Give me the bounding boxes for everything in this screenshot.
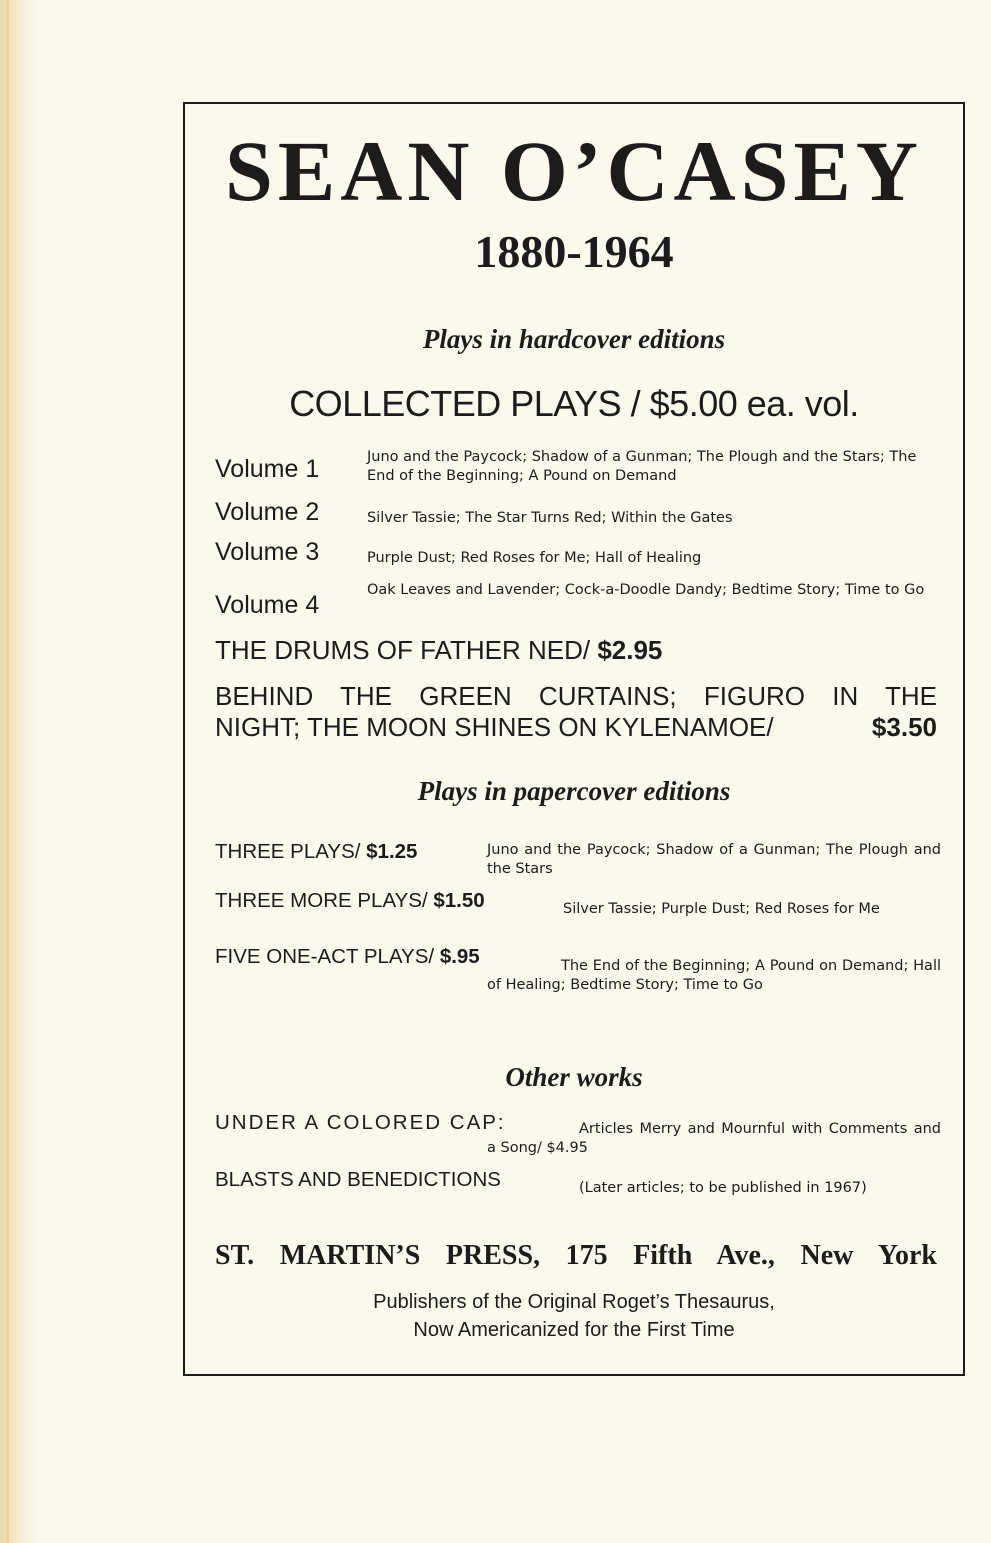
drums-price: $2.95 — [597, 635, 663, 665]
drums-title: THE DRUMS OF FATHER NED/ — [215, 635, 591, 665]
papercover-heading: Plays in papercover editions — [417, 776, 731, 806]
item-title: FIVE ONE-ACT PLAYS/ — [215, 945, 435, 968]
collected-plays-title: COLLECTED PLAYS / $5.00 ea. vol. — [289, 383, 859, 424]
three-more-plays — [215, 891, 485, 912]
page-edge — [0, 0, 40, 1543]
advertisement-frame — [183, 102, 965, 1376]
life-dates: 1880-1964 — [474, 226, 674, 277]
volume-contents: Purple Dust; Red Roses for Me; Hall of Healing — [367, 550, 702, 566]
five-one-act-plays — [215, 947, 480, 968]
volume-contents: Silver Tassie; The Star Turns Red; Within the Gates — [367, 510, 733, 526]
volume-label: Volume 2 — [215, 498, 320, 526]
publisher-tagline-1: Publishers of the Original Roget’s Thesaurus, — [373, 1291, 775, 1313]
publisher-name: ST. MARTIN’S PRESS, 175 Fifth Ave., New York — [215, 1240, 937, 1271]
item-contents: (Later articles; to be published in 1967) — [579, 1180, 867, 1196]
behind-line-2-text: NIGHT; THE MOON SHINES ON KYLENAMOE/ — [215, 712, 774, 742]
behind-line-2 — [215, 712, 937, 743]
item-contents: Articles Merry and Mournful with Comments and a Song/ $4.95 — [487, 1121, 941, 1156]
item-contents: Silver Tassie; Purple Dust; Red Roses for Me — [563, 901, 880, 917]
item-price: $1.25 — [366, 840, 418, 863]
volume-label: Volume 3 — [215, 538, 320, 566]
item-price: $.95 — [439, 945, 480, 968]
author-name: SEAN O’CASEY — [225, 123, 923, 219]
three-plays — [215, 842, 417, 863]
publisher-tagline-2: Now Americanized for the First Time — [413, 1319, 735, 1341]
item-title: THREE MORE PLAYS/ — [215, 889, 428, 912]
item-contents: The End of the Beginning; A Pound on Demand; Hall of Healing; Bedtime Story; Time to Go — [487, 958, 941, 993]
volume-contents: Oak Leaves and Lavender; Cock-a-Doodle Dandy; Bedtime Story; Time to Go — [367, 582, 925, 598]
hardcover-heading: Plays in hardcover editions — [422, 324, 726, 354]
under-a-colored-cap: UNDER A COLORED CAP: — [215, 1111, 506, 1134]
volume-label: Volume 4 — [215, 591, 320, 619]
behind-price: $3.50 — [871, 712, 937, 742]
behind-the-green-curtains — [215, 681, 937, 743]
item-title: THREE PLAYS/ — [215, 840, 361, 863]
blasts-and-benedictions: BLASTS AND BENEDICTIONS — [215, 1168, 501, 1191]
item-price: $1.50 — [433, 889, 485, 912]
volume-contents: Juno and the Paycock; Shadow of a Gunman; The Plough and the Stars; The End of the Beginning; A Pound on Demand — [367, 449, 917, 484]
behind-line-1: BEHIND THE GREEN CURTAINS; FIGURO IN THE — [215, 681, 937, 711]
volume-label: Volume 1 — [215, 455, 320, 483]
other-works-heading: Other works — [505, 1062, 643, 1092]
item-contents: Juno and the Paycock; Shadow of a Gunman; The Plough and the Stars — [487, 842, 941, 877]
drums-of-father-ned — [215, 635, 662, 666]
